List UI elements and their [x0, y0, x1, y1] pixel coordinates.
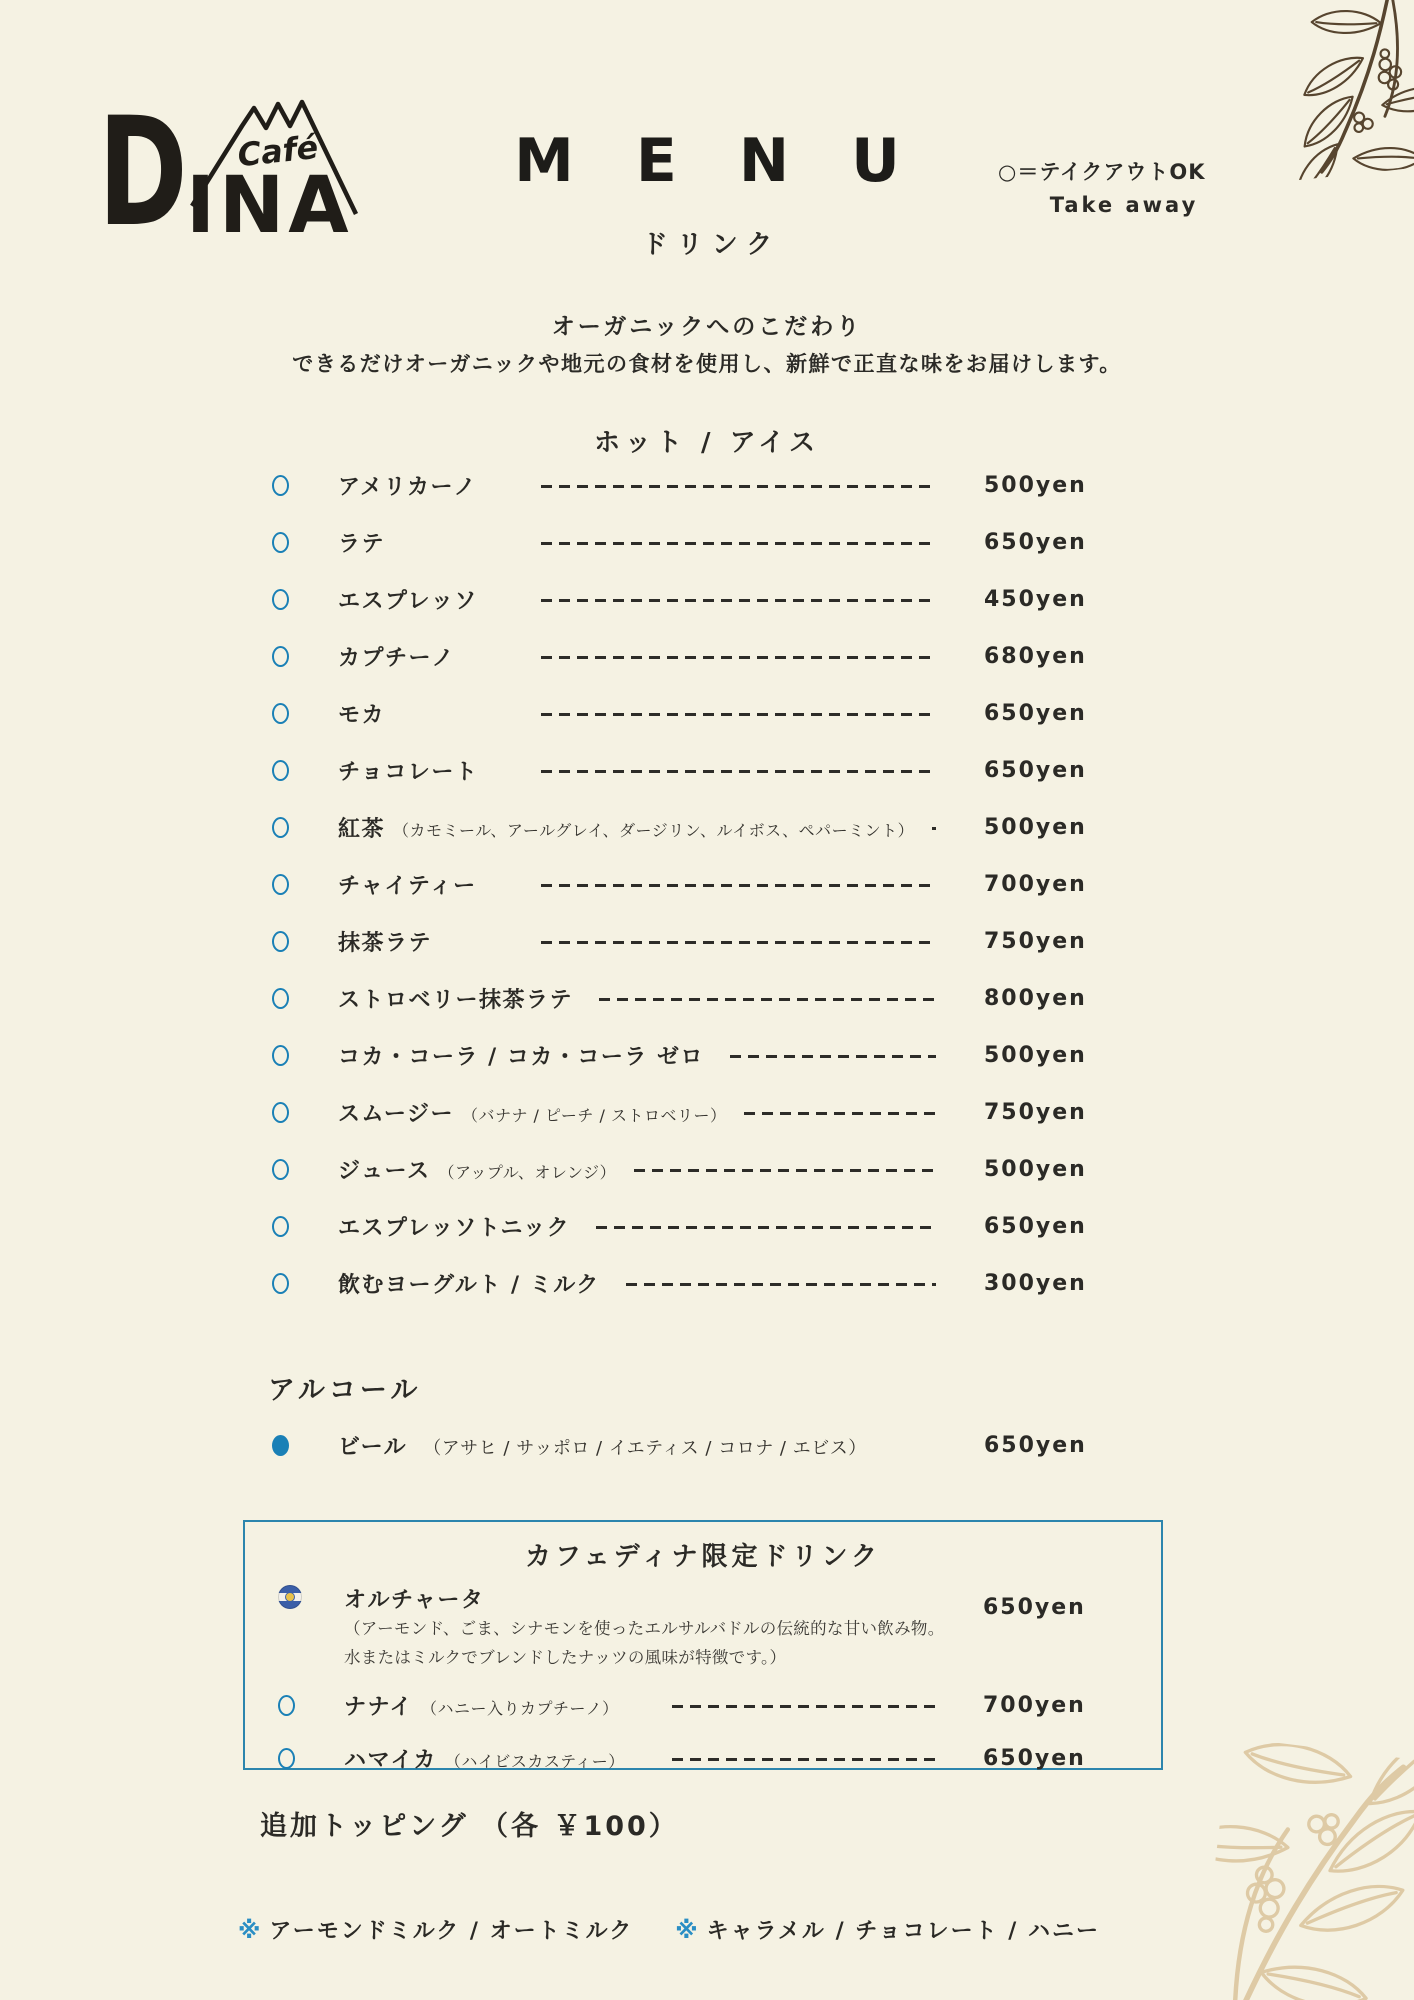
coffee-branch-illustration-top: [1269, 0, 1414, 181]
item-note: （ハニー入りカプチーノ）: [420, 1698, 619, 1718]
item-name: カプチーノ: [338, 645, 456, 671]
toppings-heading: 追加トッピング （各 ￥100）: [260, 1811, 679, 1842]
dotted-leader: [672, 1758, 935, 1761]
menu-item-row: [272, 810, 1092, 844]
menu-item-row-horchata: [245, 1573, 1161, 1672]
item-price: 680yen: [984, 643, 1087, 669]
item-name: ラテ: [338, 531, 386, 557]
dotted-leader: [932, 827, 936, 830]
dotted-leader: [541, 599, 936, 602]
dotted-leader: [596, 1226, 936, 1229]
item-name: エスプレッソ: [338, 588, 478, 614]
item-name: チョコレート: [338, 759, 479, 785]
dotted-leader: [541, 656, 936, 659]
takeout-circle-icon: [278, 1695, 295, 1716]
menu-item-row: [272, 468, 1092, 502]
item-price: 500yen: [984, 472, 1087, 498]
logo-d-letter: D: [98, 92, 188, 244]
dotted-leader: [541, 485, 936, 488]
takeaway-legend-jp: ○＝テイクアウトOK: [998, 160, 1206, 184]
item-name: コカ・コーラ / コカ・コーラ ゼロ: [338, 1044, 705, 1070]
organic-heading: オーガニックへのこだわり: [551, 314, 863, 340]
item-name: ナナイ: [344, 1694, 413, 1720]
menu-item-row: [272, 1095, 1092, 1129]
item-note: （アップル、オレンジ）: [438, 1162, 617, 1182]
item-name: ハマイカ: [344, 1747, 437, 1773]
item-price: 300yen: [984, 1270, 1087, 1296]
item-name: ビール: [338, 1434, 408, 1460]
takeout-circle-icon: [272, 1102, 289, 1123]
reference-mark-icon: ※: [675, 1918, 698, 1944]
el-salvador-flag-icon: [278, 1585, 302, 1609]
menu-item-row-beer: [272, 1428, 1092, 1462]
section-heading-alcohol: アルコール: [268, 1375, 422, 1406]
dotted-leader: [730, 1055, 936, 1058]
dotted-leader: [541, 941, 936, 944]
takeout-circle-icon: [272, 475, 289, 496]
item-price: 650yen: [983, 1595, 1086, 1620]
item-price: 650yen: [984, 1213, 1087, 1239]
dotted-leader: [541, 884, 936, 887]
item-name: 抹茶ラテ: [338, 930, 433, 956]
toppings-group: [238, 1914, 633, 1945]
item-price: 650yen: [984, 757, 1087, 783]
takeout-circle-icon: [272, 1045, 289, 1066]
takeout-circle-icon: [272, 760, 289, 781]
menu-item-row: [245, 1738, 1161, 1778]
menu-item-row: [272, 867, 1092, 901]
item-price: 650yen: [983, 1745, 1086, 1771]
toppings-group-text: キャラメル / チョコレート / ハニー: [706, 1919, 1100, 1944]
takeout-circle-icon: [272, 1273, 289, 1294]
item-price: 500yen: [984, 1042, 1087, 1068]
organic-description: できるだけオーガニックや地元の食材を使用し、新鮮で正直な味をお届けします。: [292, 352, 1122, 376]
item-note: （カモミール、アールグレイ、ダージリン、ルイボス、ペパーミント）: [393, 820, 915, 840]
flag-emblem: [286, 1593, 294, 1601]
item-price: 750yen: [984, 1099, 1087, 1125]
item-price: 650yen: [984, 1432, 1087, 1458]
takeout-circle-icon: [278, 1748, 295, 1769]
toppings-list: [238, 1914, 1100, 1945]
menu-item-row: [272, 1209, 1092, 1243]
takeout-circle-icon: [272, 703, 289, 724]
item-price: 700yen: [983, 1692, 1086, 1718]
dotted-leader: [634, 1169, 936, 1172]
toppings-group: [675, 1914, 1100, 1945]
item-price: 500yen: [984, 814, 1087, 840]
menu-item-row: [272, 582, 1092, 616]
item-note: （ハイビスカスティー）: [444, 1751, 625, 1771]
takeout-circle-icon: [272, 1159, 289, 1180]
menu-item-row: [245, 1685, 1161, 1725]
takeaway-legend: [998, 156, 1250, 217]
item-price: 500yen: [984, 1156, 1087, 1182]
takeout-circle-icon: [272, 1216, 289, 1237]
item-note: （アサヒ / サッポロ / イエティス / コロナ / エビス）: [423, 1437, 867, 1459]
no-takeout-dot-icon: [272, 1435, 289, 1456]
takeout-circle-icon: [272, 988, 289, 1009]
item-note: （バナナ / ピーチ / ストロベリー）: [461, 1105, 727, 1125]
takeout-circle-icon: [272, 646, 289, 667]
dotted-leader: [626, 1283, 936, 1286]
item-price: 800yen: [984, 985, 1087, 1011]
item-description-line: 水またはミルクでブレンドしたナッツの風味が特徴です。）: [344, 1648, 787, 1667]
item-price: 700yen: [984, 871, 1087, 897]
item-name: ジュース: [338, 1158, 431, 1184]
menu-item-row: [272, 1152, 1092, 1186]
item-price: 650yen: [984, 700, 1087, 726]
hot-ice-list: [272, 468, 1092, 1300]
item-price: 750yen: [984, 928, 1087, 954]
dotted-leader: [744, 1112, 936, 1115]
dotted-leader: [541, 542, 936, 545]
item-name: ストロベリー抹茶ラテ: [338, 987, 574, 1013]
menu-item-row: [272, 753, 1092, 787]
item-name: エスプレッソトニック: [338, 1215, 571, 1241]
item-description-line: （アーモンド、ごま、シナモンを使ったエルサルバドルの伝統的な甘い飲み物。: [344, 1619, 945, 1638]
coffee-branch-illustration-bottom: [1195, 1737, 1414, 2000]
page-subtitle: ドリンク: [641, 230, 782, 260]
takeaway-legend-en: Take away: [1049, 193, 1199, 217]
takeout-circle-icon: [272, 874, 289, 895]
menu-item-row: [272, 696, 1092, 730]
dotted-leader: [672, 1705, 935, 1708]
logo-ina-letters: INA: [186, 161, 353, 244]
item-name: 飲むヨーグルト / ミルク: [338, 1272, 600, 1298]
takeout-circle-icon: [272, 931, 289, 952]
item-name: アメリカーノ: [338, 474, 478, 500]
item-name: スムージー: [338, 1101, 454, 1127]
item-name: モカ: [338, 702, 386, 728]
page-title: MENU: [514, 126, 962, 196]
menu-item-row: [272, 1266, 1092, 1300]
toppings-group-text: アーモンドミルク / オートミルク: [269, 1919, 634, 1944]
dotted-leader: [599, 998, 936, 1001]
takeout-circle-icon: [272, 817, 289, 838]
menu-item-row: [272, 525, 1092, 559]
limited-drinks-box: [243, 1520, 1163, 1773]
logo-cafe-text: Café: [235, 127, 320, 175]
limited-drinks-heading: カフェディナ限定ドリンク: [524, 1542, 882, 1572]
menu-item-row: [272, 639, 1092, 673]
dotted-leader: [541, 713, 936, 716]
item-name: 紅茶: [338, 816, 386, 842]
dotted-leader: [541, 770, 936, 773]
menu-item-row: [272, 1038, 1092, 1072]
section-heading-hot-ice: ホット / アイス: [594, 428, 820, 458]
reference-mark-icon: ※: [238, 1918, 261, 1944]
item-price: 450yen: [984, 586, 1087, 612]
item-name: チャイティー: [338, 873, 477, 899]
item-price: 650yen: [984, 529, 1087, 555]
takeout-circle-icon: [272, 532, 289, 553]
menu-item-row: [272, 981, 1092, 1015]
menu-item-row: [272, 924, 1092, 958]
takeout-circle-icon: [272, 589, 289, 610]
item-name: オルチャータ: [344, 1588, 485, 1613]
